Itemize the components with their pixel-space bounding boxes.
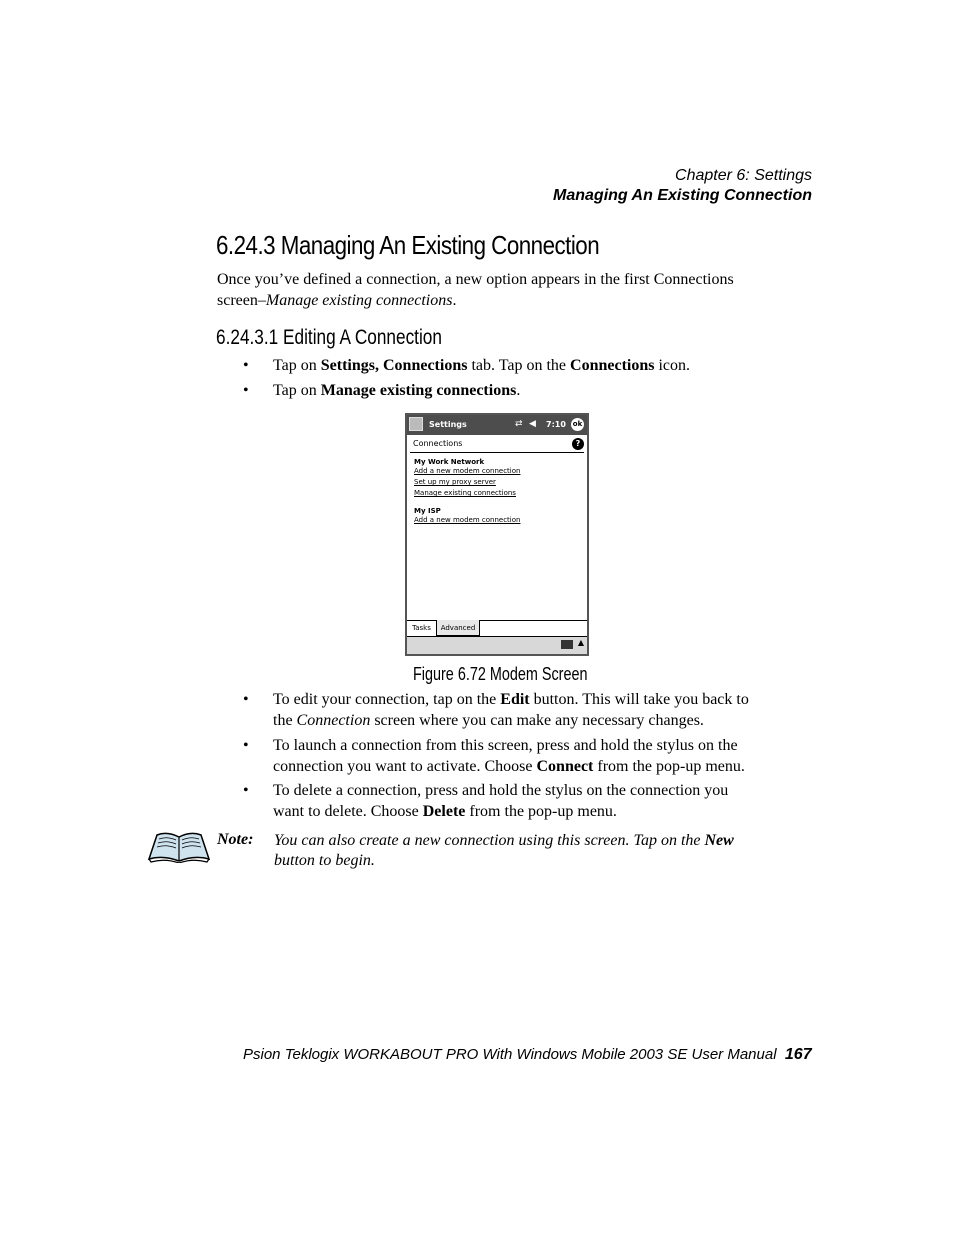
- step-bold: Manage existing connections: [320, 382, 517, 399]
- bullet-text: want to delete. Choose: [273, 803, 423, 820]
- device-title-bar: [407, 415, 587, 435]
- intro-line-2: [217, 290, 456, 311]
- keyboard-icon[interactable]: [561, 640, 573, 649]
- note-line: You can also create a new connection using this screen. Tap on the: [274, 832, 705, 849]
- help-icon[interactable]: ?: [572, 438, 584, 450]
- page-number: 167: [784, 1046, 812, 1063]
- bullet-text: from the pop-up menu.: [593, 758, 745, 775]
- link-add-modem-connection[interactable]: Add a new modem connection: [414, 467, 521, 475]
- bullet-text: button. This will take you back to: [529, 691, 749, 708]
- bullet-text: connection you want to activate. Choose: [273, 758, 537, 775]
- step-text: .: [516, 382, 521, 399]
- book-icon: [147, 829, 211, 863]
- intro-period: .: [452, 292, 457, 309]
- note-bold: New: [704, 832, 734, 849]
- section-heading: 6.24.3 Managing An Existing Connection: [216, 230, 600, 260]
- running-header-section: Managing An Existing Connection: [553, 187, 812, 204]
- tab-advanced[interactable]: Advanced: [437, 620, 480, 636]
- bullet-mark: •: [243, 382, 249, 399]
- bullet-mark: •: [243, 737, 249, 754]
- intro-emphasis: Manage existing connections: [265, 292, 453, 309]
- input-arrow-icon[interactable]: ▲: [577, 638, 584, 647]
- footer-title: Psion Teklogix WORKABOUT PRO With Windows Mobile 2003 SE User Manual: [243, 1046, 777, 1063]
- bullet-text: from the pop-up menu.: [465, 803, 617, 820]
- link-manage-connections[interactable]: Manage existing connections: [414, 489, 516, 497]
- bullet-mark: •: [243, 691, 249, 708]
- running-header-chapter: Chapter 6: Settings: [675, 167, 812, 184]
- speaker-icon[interactable]: ◀: [529, 419, 536, 429]
- ok-button[interactable]: ok: [571, 418, 584, 431]
- step-bold: Settings, Connections: [320, 357, 468, 374]
- connectivity-icon[interactable]: ⇄: [515, 419, 523, 429]
- bullet-mark: •: [243, 782, 249, 799]
- group-my-isp: My ISP: [414, 507, 441, 515]
- note-line: button to begin.: [274, 852, 375, 869]
- note-text: [274, 831, 774, 871]
- link-setup-proxy[interactable]: Set up my proxy server: [414, 478, 496, 486]
- device-clock[interactable]: 7:10: [546, 420, 566, 429]
- device-menu-bar: [407, 636, 587, 654]
- bullet-text: To edit your connection, tap on the: [273, 691, 501, 708]
- step-bold: Connections: [570, 357, 655, 374]
- intro-line-1: Once you’ve defined a connection, a new option appears in the first Connections: [217, 271, 734, 288]
- note-label: Note:: [217, 831, 254, 848]
- step-text: icon.: [654, 357, 691, 374]
- divider: [410, 452, 584, 453]
- page-footer: [243, 1046, 812, 1064]
- bullet-text: screen where you can make any necessary changes.: [370, 712, 704, 729]
- bullet-text: the: [273, 712, 297, 729]
- group-my-work-network: My Work Network: [414, 458, 485, 466]
- subsection-heading: 6.24.3.1 Editing A Connection: [216, 326, 442, 349]
- step-text: Tap on: [273, 382, 321, 399]
- link-add-modem-connection-isp[interactable]: Add a new modem connection: [414, 516, 521, 524]
- device-app-title: Settings: [429, 420, 467, 429]
- tab-tasks[interactable]: Tasks: [407, 620, 437, 636]
- bullet-bold: Delete: [422, 803, 466, 820]
- bullet-bold: Edit: [500, 691, 530, 708]
- bullet-text: To launch a connection from this screen, press and hold the stylus on the: [273, 737, 738, 754]
- device-screenshot: [405, 413, 589, 656]
- bullet-mark: •: [243, 357, 249, 374]
- bullet-emphasis: Connection: [296, 712, 371, 729]
- figure-caption: Figure 6.72 Modem Screen: [413, 664, 588, 684]
- bullet-bold: Connect: [536, 758, 594, 775]
- start-menu-icon[interactable]: [409, 417, 423, 431]
- bullet-text: To delete a connection, press and hold the stylus on the connection you: [273, 782, 729, 799]
- device-page-title: Connections: [413, 439, 463, 448]
- intro-text: screen–: [217, 292, 266, 309]
- step-text: tab. Tap on the: [467, 357, 571, 374]
- step-text: Tap on: [273, 357, 321, 374]
